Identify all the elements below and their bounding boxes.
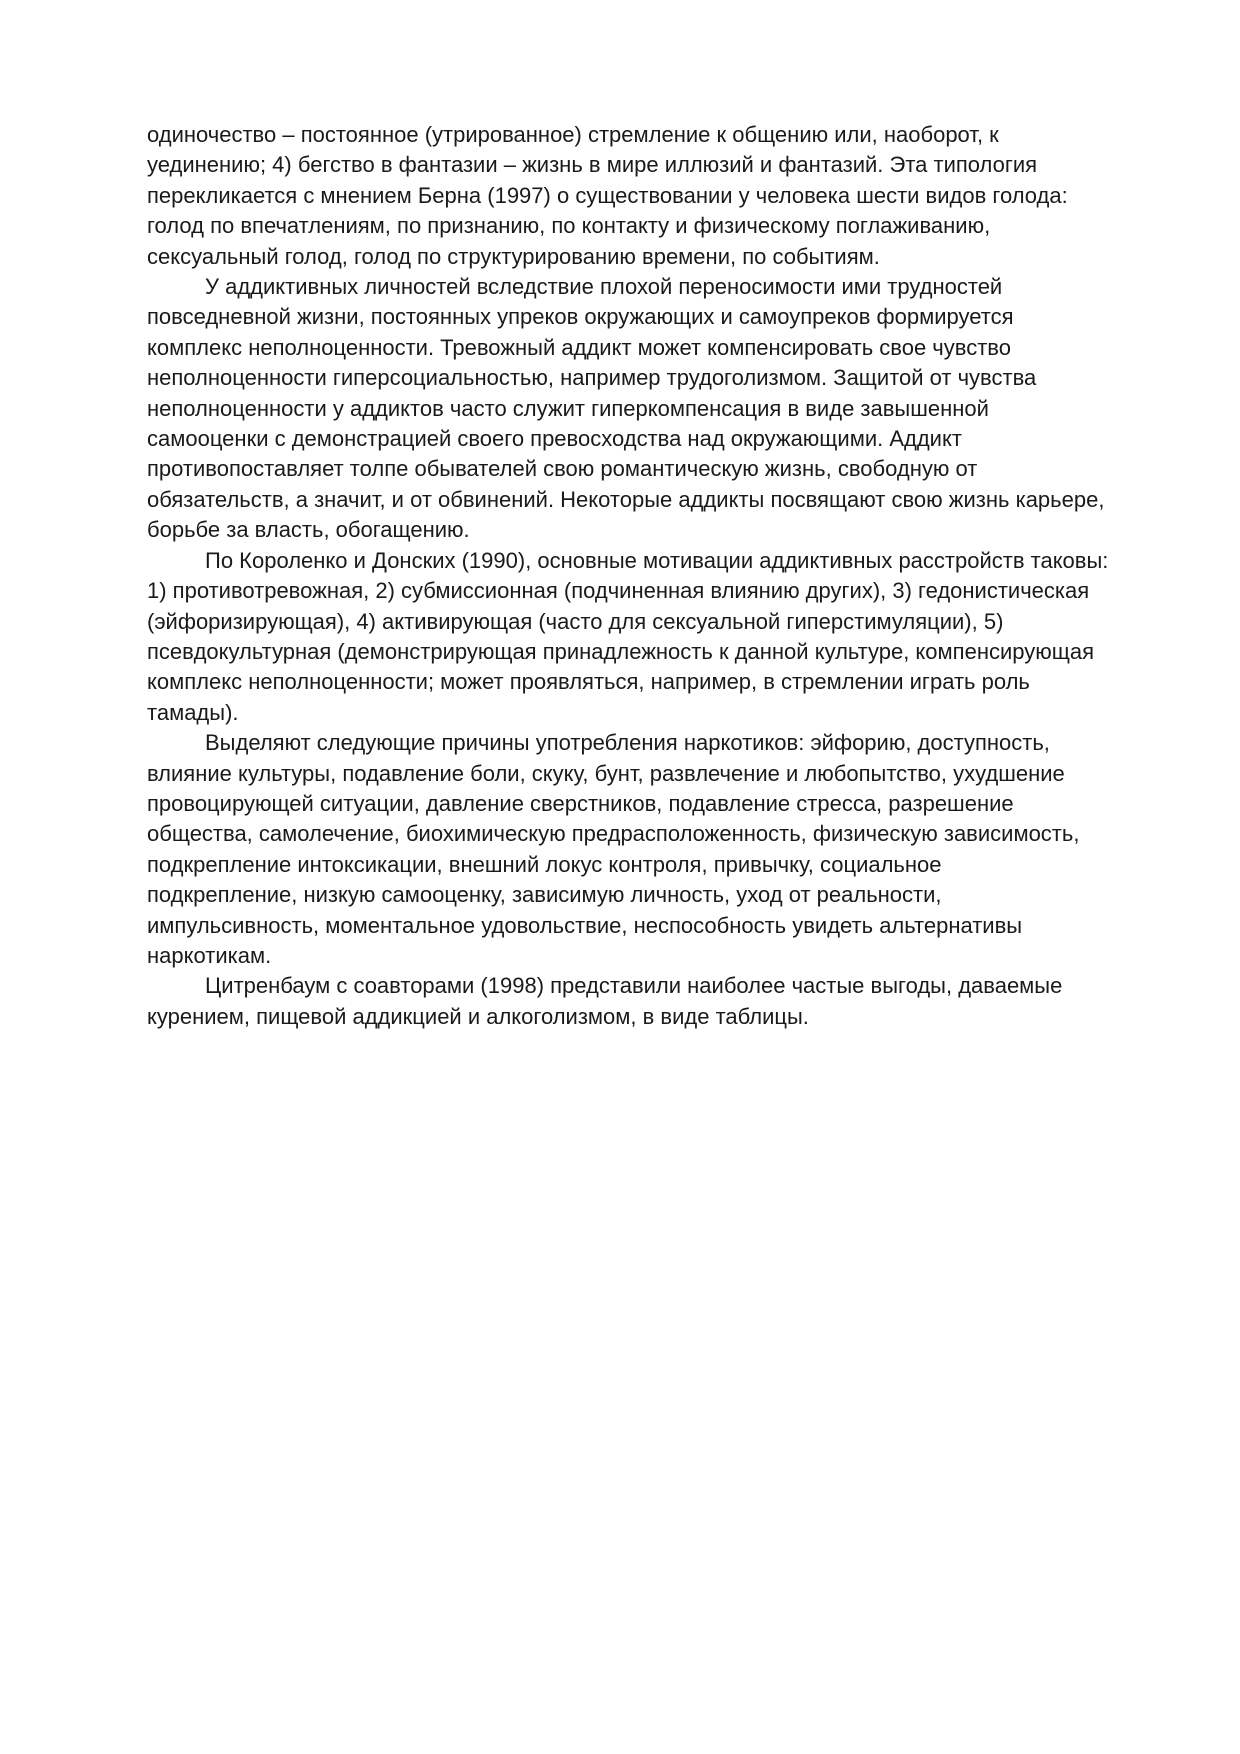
text-line: голод по впечатлениям, по признанию, по контакту и физическому поглаживанию, (147, 213, 991, 239)
text-line: одиночество – постоянное (утрированное) стремление к общению или, наоборот, к (147, 122, 999, 147)
text-line: комплекс неполноценности. Тревожный аддикт может компенсировать свое чувство (147, 334, 1011, 360)
text-line: неполноценности у аддиктов часто служит гиперкомпенсация в виде завышенной (147, 395, 989, 421)
text-line: подкрепление, низкую самооценку, зависимую личность, уход от реальности, (147, 882, 942, 908)
text-line: тамады). (147, 699, 239, 725)
text-line: подкрепление интоксикации, внешний локус контроля, привычку, социальное (147, 851, 942, 877)
text-line: самооценки с демонстрацией своего превосходства над окружающими. Аддикт (147, 426, 962, 452)
text-line: комплекс неполноценности; может проявляться, например, в стремлении играть роль (147, 669, 1030, 695)
text-line: обязательств, а значит, и от обвинений. Некоторые аддикты посвящают свою жизнь карьере, (147, 486, 1105, 512)
paragraph-first-line: У аддиктивных личностей вследствие плохой переносимости ими трудностей (205, 274, 1003, 300)
text-line: борьбе за власть, обогащению. (147, 517, 470, 543)
paragraph-first-line: Цитренбаум с соавторами (1998) представили наиболее частые выгоды, даваемые (205, 973, 1063, 999)
text-line: общества, самолечение, биохимическую предрасположенность, физическую зависимость, (147, 821, 1080, 847)
text-line: 1) противотревожная, 2) субмиссионная (подчиненная влиянию других), 3) гедонистическая (147, 578, 1090, 604)
text-line: импульсивность, моментальное удовольствие, неспособность увидеть альтернативы (147, 912, 1023, 938)
text-line: провоцирующей ситуации, давление сверстников, подавление стресса, разрешение (147, 790, 1014, 816)
text-line: сексуальный голод, голод по структурированию времени, по событиям. (147, 243, 880, 269)
body-text (147, 120, 1147, 1032)
paragraph-first-line: По Короленко и Донских (1990), основные мотивации аддиктивных расстройств таковы: (205, 547, 1109, 573)
text-line: повседневной жизни, постоянных упреков окружающих и самоупреков формируется (147, 304, 1014, 330)
text-line: влияние культуры, подавление боли, скуку, бунт, развлечение и любопытство, ухудшение (147, 760, 1065, 786)
text-line: псевдокультурная (демонстрирующая принадлежность к данной культуре, компенсирующая (147, 638, 1094, 664)
text-line: неполноценности гиперсоциальностью, например трудоголизмом. Защитой от чувства (147, 365, 1037, 391)
text-line: наркотикам. (147, 942, 272, 968)
paragraph-first-line: Выделяют следующие причины употребления наркотиков: эйфорию, доступность, (205, 730, 1050, 756)
text-line: (эйфоризирующая), 4) активирующая (часто для сексуальной гиперстимуляции), 5) (147, 608, 1004, 634)
text-line: перекликается с мнением Берна (1997) о существовании у человека шести видов голода: (147, 182, 1068, 208)
text-line: курением, пищевой аддикцией и алкоголизмом, в виде таблицы. (147, 1003, 809, 1029)
text-line: уединению; 4) бегство в фантазии – жизнь в мире иллюзий и фантазий. Эта типология (147, 152, 1038, 178)
text-line: противопоставляет толпе обывателей свою романтическую жизнь, свободную от (147, 456, 978, 482)
